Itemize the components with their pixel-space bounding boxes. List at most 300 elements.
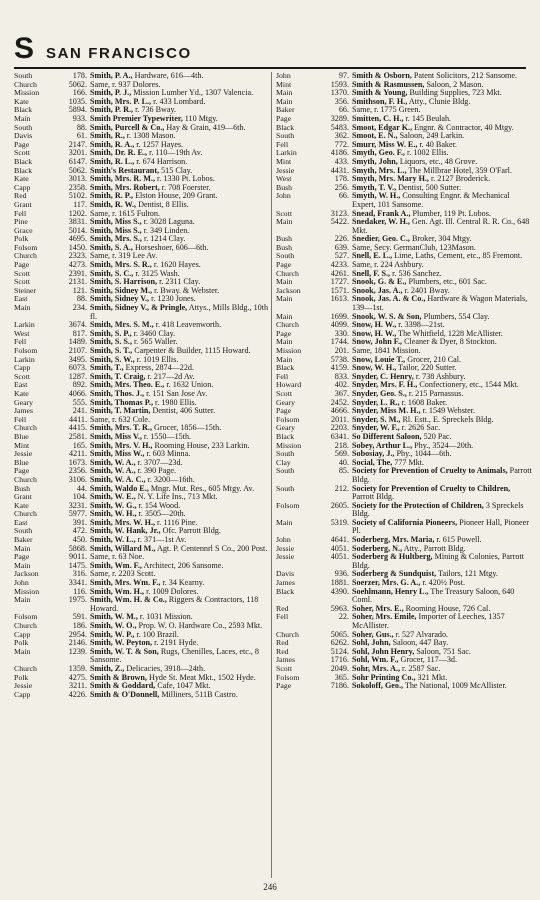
phone-number: 165.: [72, 440, 87, 450]
exchange-name: Folsom: [276, 500, 300, 510]
phone-number: 391.: [72, 517, 87, 527]
listing-details: r. 674 Harrison.: [134, 156, 188, 166]
directory-entry: [14, 691, 270, 700]
listing-details: r. 433 Lombard.: [151, 96, 206, 106]
listing-name: Snow, H. W.,: [352, 328, 397, 338]
listing-name: Smith, R. A.,: [90, 139, 135, 149]
listing-name: Smith, Mrs. Robert,: [90, 182, 160, 192]
exchange-name: Church: [14, 663, 37, 673]
listing-details: Liquors, etc., 48 Grove.: [397, 156, 478, 166]
listing-details: r. 3707—23d.: [135, 457, 183, 467]
listing-name: Snyder, W. F.,: [352, 423, 400, 433]
listing-name: Smith, Dr. R. E.,: [90, 148, 148, 158]
listing-details: Gen. Agt. Ill. Central R. R. Co., 648 Mkt.: [352, 217, 530, 235]
listing-details: Cleaner & Dyer, 8 Stockton.: [402, 337, 497, 347]
exchange-name: Blue: [14, 457, 29, 467]
listing-name: Smith, S. W.,: [90, 354, 135, 364]
exchange-name: James: [276, 578, 296, 588]
listing-name: Smoot, Edgar K.,: [352, 122, 413, 132]
phone-number: 362.: [334, 131, 349, 141]
listing-name: Snell, F. S.,: [352, 268, 391, 278]
listing-details: Same, r. 632 Cole.: [90, 414, 151, 424]
exchange-name: Main: [14, 543, 31, 553]
listing-details: Atty., Clunie Bldg.: [407, 96, 471, 106]
phone-number: 2954.: [68, 629, 87, 639]
exchange-name: James: [276, 655, 296, 665]
phone-number: 3013.: [68, 174, 87, 184]
listing-details: Same, r. 937 Dolores.: [90, 79, 161, 89]
listing-name: Smith, S. P.,: [90, 328, 132, 338]
phone-number: 178.: [72, 72, 87, 80]
phone-number: 5483.: [330, 122, 349, 132]
listing-details: Plumbers, 554 Clay.: [421, 311, 490, 321]
phone-number: 3211.: [69, 681, 87, 691]
listing-details: r. 1116 Pine.: [155, 517, 198, 527]
phone-number: 116.: [73, 586, 87, 596]
listing-details: r. 34 Kearny.: [160, 578, 205, 588]
listing-name: Smith, W. O.,: [90, 621, 137, 630]
exchange-name: Kate: [14, 174, 29, 184]
left-column: [14, 72, 270, 882]
listing-name: Snook, Jas. A. & Co.,: [352, 294, 426, 304]
phone-number: 4233.: [330, 260, 349, 270]
listing-name: Soher, Gus.,: [352, 629, 394, 639]
phone-number: 2605.: [330, 500, 349, 510]
phone-number: 6073.: [68, 363, 87, 373]
exchange-name: Kate: [14, 388, 29, 398]
listing-details: Grocer, 1856—15th.: [152, 423, 222, 433]
listing-details: Ofc. Parrott Bldg.: [160, 526, 221, 536]
listing-name: Smith, Mrs. T. R.,: [90, 423, 152, 433]
listing-name: Smith, P. J.,: [90, 88, 132, 98]
listing-details: Mngr. Mut. Res., 605 Mtgy. Av.: [148, 483, 255, 493]
exchange-name: Mission: [14, 586, 40, 596]
directory-entry: [276, 519, 532, 536]
exchange-name: Jessie: [14, 681, 33, 691]
exchange-name: Mint: [276, 156, 292, 166]
listing-details: r. 565 Waller.: [132, 337, 178, 347]
listing-name: Smith, Miss S.,: [90, 217, 142, 227]
listing-details: Dentist, 406 Sutter.: [150, 406, 216, 416]
listing-name: Smith, Z.,: [90, 663, 125, 673]
listing-name: Smith, Waldo E.,: [90, 483, 149, 493]
exchange-name: Page: [14, 466, 30, 476]
phone-number: 234.: [72, 303, 87, 313]
column-divider: [271, 72, 272, 878]
exchange-name: Polk: [14, 638, 29, 648]
listing-details: Same, 1841 Mission.: [352, 346, 421, 355]
exchange-name: Capp: [14, 363, 31, 373]
phone-number: 1699.: [330, 311, 349, 321]
directory-entry: [276, 553, 532, 570]
exchange-name: South: [14, 72, 33, 80]
listing-name: Soerzer, Mrs. G. A.,: [352, 578, 421, 588]
phone-number: 1593.: [330, 79, 349, 89]
exchange-name: Capp: [14, 629, 31, 639]
phone-number: 5065.: [330, 629, 349, 639]
listing-name: Smith, Miss V.,: [90, 431, 142, 441]
phone-number: 367.: [334, 388, 349, 398]
phone-number: 402.: [334, 380, 349, 390]
directory-entry: [14, 304, 270, 321]
phone-number: 5894.: [68, 105, 87, 115]
listing-name: Smith, Mrs. Theo. E.,: [90, 380, 165, 390]
exchange-name: Fell: [276, 612, 289, 622]
phone-number: 178.: [334, 174, 349, 184]
listing-text: [90, 304, 270, 321]
directory-entry: [276, 218, 532, 235]
directory-entry: [276, 682, 532, 691]
listing-text: [352, 485, 532, 502]
listing-name: Society of California Pioneers,: [352, 517, 458, 527]
exchange-name: Church: [14, 621, 37, 630]
listing-details: Hardware & Wagon Materials, 139—1st.: [352, 294, 528, 313]
phone-number: 1202.: [68, 208, 87, 218]
exchange-name: Kate: [14, 96, 29, 106]
phone-number: 4261.: [330, 268, 349, 278]
exchange-name: South: [276, 449, 295, 459]
phone-number: 3495.: [68, 354, 87, 364]
listing-name: Soher, Mrs. Emile,: [352, 612, 417, 622]
listing-details: Grocer, 117—3d.: [398, 655, 458, 665]
listing-name: Snyder, Mrs. F. H.,: [352, 380, 418, 390]
phone-number: 4226.: [68, 689, 87, 699]
listing-details: Attys., Mills Bldg., 10th fl.: [90, 303, 269, 321]
phone-number: 330.: [334, 328, 349, 338]
phone-number: 117.: [73, 199, 87, 209]
phone-number: 2146.: [68, 638, 87, 648]
listing-details: r. 1608 Baker.: [399, 397, 448, 407]
listing-details: Parrott Bldg.: [352, 492, 394, 502]
exchange-name: South: [276, 466, 295, 476]
phone-number: 2011.: [331, 414, 349, 424]
listing-details: Carpenter & Builder, 1115 Howard.: [132, 346, 251, 355]
listing-details: Horseshoer, 606—6th.: [132, 242, 209, 252]
listing-name: Smyth, W. H.,: [352, 191, 401, 201]
exchange-name: Page: [276, 113, 292, 123]
phone-number: 1881.: [330, 578, 349, 588]
phone-number: 1489.: [68, 337, 87, 347]
listing-details: r. 3505—20th.: [136, 509, 186, 519]
exchange-name: Geary: [276, 423, 296, 433]
listing-details: Same, r. 224 Ashbury.: [352, 260, 424, 270]
listing-details: Phy., 1044—6th.: [394, 449, 452, 459]
listing-details: r. 217—2d Av.: [145, 371, 195, 381]
exchange-name: Scott: [276, 388, 293, 398]
exchange-name: Page: [276, 406, 292, 416]
phone-number: 4695.: [68, 234, 87, 244]
listing-name: Smith, W. E.,: [90, 492, 136, 502]
exchange-name: Polk: [14, 672, 29, 682]
phone-number: 1359.: [68, 663, 87, 673]
exchange-name: Jackson: [14, 569, 39, 579]
listing-details: 520 Pac.: [421, 431, 452, 441]
exchange-name: Main: [276, 354, 293, 364]
listing-details: Plumber, 119 Pt. Lobos.: [410, 208, 491, 218]
listing-details: r. 3028 Laguna.: [141, 217, 195, 227]
phone-number: 2107.: [68, 346, 87, 355]
listing-name: Snook, W. S. & Son,: [352, 311, 422, 321]
phone-number: 433.: [334, 156, 349, 166]
phone-number: 4211.: [69, 449, 87, 459]
exchange-name: East: [14, 380, 28, 390]
phone-number: 44.: [76, 483, 87, 493]
phone-number: 2323.: [68, 251, 87, 261]
phone-number: 833.: [334, 371, 349, 381]
listing-details: r. Bway. & Webster.: [152, 285, 220, 295]
exchange-name: Jessie: [276, 543, 295, 553]
listing-name: Smitten, C. H.,: [352, 113, 404, 123]
exchange-name: Church: [14, 423, 37, 433]
city-heading: SAN FRANCISCO: [46, 45, 192, 62]
phone-number: 88.: [76, 294, 87, 304]
listing-text: [90, 648, 270, 665]
listing-name: Smith, Mrs. S. R.,: [90, 260, 152, 270]
listing-details: Delicacies, 3918—24th.: [124, 663, 206, 673]
listing-details: Tailors, 121 Mtgy.: [436, 569, 498, 579]
listing-name: Smith, T.,: [90, 363, 124, 373]
phone-number: 2147.: [68, 139, 87, 149]
listing-details: N. Y. Life Ins., 713 Mkt.: [135, 492, 218, 502]
exchange-name: South: [276, 483, 295, 493]
exchange-name: Mint: [14, 440, 30, 450]
exchange-name: East: [14, 517, 28, 527]
exchange-name: Church: [14, 474, 37, 484]
listing-name: Smith's Restaurant,: [90, 165, 160, 175]
exchange-name: Bush: [14, 483, 31, 493]
phone-number: 639.: [334, 242, 349, 252]
listing-details: r. 2191 Hyde.: [152, 638, 199, 648]
phone-number: 4666.: [330, 406, 349, 416]
listing-name: Smith, Purcell & Co.,: [90, 122, 165, 132]
listing-details: Saloon, 249 Larkin.: [397, 131, 465, 141]
listing-details: Building Supplies, 723 Mkt.: [407, 88, 502, 98]
exchange-name: Main: [14, 303, 31, 313]
listing-details: Rl. Estt., E. Spreckels Bldg.: [400, 414, 494, 424]
phone-number: 450.: [72, 535, 87, 545]
exchange-name: Bush: [276, 234, 293, 244]
listing-details: 515 Clay.: [159, 165, 193, 175]
listing-details: r. 615 Powell.: [434, 535, 482, 545]
exchange-name: Jessie: [276, 165, 295, 175]
listing-name: Smith, P. R.,: [90, 105, 134, 115]
exchange-name: Mission: [276, 346, 302, 355]
phone-number: 5319.: [330, 517, 349, 527]
section-letter: S: [14, 32, 35, 65]
listing-name: Smith, Wm. H. & Co.,: [90, 595, 167, 605]
listing-details: r. 100 Brazil.: [134, 629, 179, 639]
listing-details: Saloon, 2 Mason.: [424, 79, 484, 89]
exchange-name: Page: [276, 681, 292, 691]
phone-number: 97.: [338, 72, 349, 80]
listing-name: Society for Prevention of Cruelty to Animals,: [352, 466, 508, 476]
exchange-name: Baker: [276, 105, 295, 115]
listing-details: 3 Spreckels Bldg.: [352, 500, 524, 519]
phone-number: 66.: [338, 105, 349, 115]
listing-name: Snedier, Geo. C.,: [352, 234, 410, 244]
listing-details: Same, r. 63 Noe.: [90, 552, 145, 562]
phone-number: 2049.: [330, 663, 349, 673]
exchange-name: Main: [276, 88, 293, 98]
phone-number: 3831.: [68, 217, 87, 227]
phone-number: 2452.: [330, 397, 349, 407]
listing-details: r. 145 Beulah.: [403, 113, 452, 123]
exchange-name: Church: [14, 509, 37, 519]
listing-details: Cafe, 1047 Mkt.: [155, 681, 211, 691]
phone-number: 365.: [334, 672, 349, 682]
listing-details: r. 390 Page.: [135, 466, 177, 476]
exchange-name: Larkin: [276, 148, 297, 158]
exchange-name: Larkin: [14, 354, 35, 364]
exchange-name: Main: [276, 96, 293, 106]
phone-number: 3341.: [68, 578, 87, 588]
listing-details: Hyde St. Meat Mkt., 1502 Hyde.: [146, 672, 256, 682]
listing-name: Soher, Mrs. E.,: [352, 603, 404, 613]
phone-number: 4051.: [330, 543, 349, 553]
listing-details: Dentist, 8 Ellis.: [136, 199, 189, 209]
exchange-name: Main: [14, 560, 31, 570]
listing-details: 777 Mkt.: [392, 457, 425, 467]
listing-name: Smith & Goddard,: [90, 681, 156, 691]
phone-number: 226.: [334, 234, 349, 244]
listing-details: Consulting Engnr. & Mechanical Expert, 101 Sansome.: [352, 191, 510, 209]
directory-entry: [276, 295, 532, 312]
listing-name: Smith, Mrs. W. H.,: [90, 517, 156, 527]
listing-name: Smith, Miss W.,: [90, 449, 145, 459]
listing-name: Smith, Mrs. S. M.,: [90, 320, 154, 330]
listing-name: Smith, Mrs. R. M.,: [90, 174, 155, 184]
phone-number: 2358.: [68, 182, 87, 192]
directory-entry: [276, 502, 532, 519]
listing-name: Smith, W. H.,: [90, 509, 137, 519]
exchange-name: Fell: [14, 337, 27, 347]
listing-name: Soehlmann, Henry L.,: [352, 586, 429, 596]
exchange-name: Larkin: [14, 320, 35, 330]
listing-name: Smith, R. P.,: [90, 191, 134, 201]
phone-number: 5868.: [68, 543, 87, 553]
directory-entry: [276, 485, 532, 502]
listing-details: r. 1009 Dolores.: [144, 586, 199, 596]
phone-number: 5014.: [68, 225, 87, 235]
phone-number: 817.: [72, 328, 87, 338]
listing-details: Mission Lumber Yd., 1307 Valencia.: [131, 88, 254, 98]
listing-details: r. 2587 Sac.: [400, 663, 441, 673]
listing-details: Engnr. & Contractor, 40 Mtgy.: [412, 122, 514, 132]
listing-details: r. 1257 Hayes.: [134, 139, 184, 149]
listing-details: Saloon, 447 Bay.: [390, 638, 449, 648]
phone-number: 1744.: [330, 337, 349, 347]
listing-name: Smith, W. L.,: [90, 535, 136, 545]
listing-name: Sohl, John,: [352, 638, 391, 648]
phone-number: 4099.: [330, 320, 349, 330]
listing-name: Smith, W. A. C.,: [90, 474, 146, 484]
listing-details: Saloon, 751 Sac.: [414, 646, 471, 656]
listing-details: r. 738 Ashbury.: [413, 371, 466, 381]
phone-number: 5124.: [330, 646, 349, 656]
exchange-name: Fell: [276, 371, 289, 381]
listing-details: Hay & Grain, 419—6th.: [164, 122, 246, 132]
listing-name: Smith, Sidney V., & Pringle,: [90, 303, 188, 313]
listing-name: Snyder, S. M.,: [352, 414, 401, 424]
listing-name: Sohr, Mrs. A.,: [352, 663, 401, 673]
listing-name: Smith Premier Typewriter,: [90, 113, 183, 123]
listing-details: r. 1002 Ellis.: [404, 148, 449, 158]
listing-name: Sokoloff, Geo.,: [352, 681, 404, 691]
exchange-name: Blue: [14, 431, 29, 441]
exchange-name: Main: [276, 337, 293, 347]
listing-name: Smith, W. P.,: [90, 629, 135, 639]
listing-details: Plumbers, etc., 601 Sac.: [406, 277, 487, 287]
exchange-name: Grant: [14, 492, 32, 502]
listing-text: [352, 218, 532, 235]
phone-number: 3674.: [68, 320, 87, 330]
listing-name: Snyder, C. Henry,: [352, 371, 414, 381]
listing-details: r. 371—1st Av.: [135, 535, 187, 545]
listing-details: The Whitfield, 1228 McAllister.: [396, 328, 503, 338]
exchange-name: Main: [14, 113, 31, 123]
directory-entry: [276, 467, 532, 484]
directory-entry: [276, 613, 532, 630]
exchange-name: Fell: [14, 208, 27, 218]
listing-name: Soderberg, Mrs. Maria,: [352, 535, 435, 545]
phone-number: 1475.: [68, 560, 87, 570]
exchange-name: Scott: [276, 208, 293, 218]
listing-details: r. 215 Parnassus.: [406, 388, 464, 398]
exchange-name: Red: [276, 646, 289, 656]
listing-name: Smyth, Mrs. Mary H.,: [352, 174, 429, 184]
exchange-name: Page: [276, 260, 292, 270]
listing-details: Milliners, 511B Castro.: [159, 689, 238, 699]
phone-number: 6341.: [330, 431, 349, 441]
phone-number: 2356.: [68, 466, 87, 476]
listing-details: r. 3398—21st.: [396, 320, 445, 330]
phone-number: 2391.: [68, 268, 87, 278]
phone-number: 104.: [72, 492, 87, 502]
listing-details: Pioneer Hall, Pioneer Pl.: [352, 517, 529, 536]
listing-details: Rugs, Chenilles, Laces, etc., 8 Sansome.: [90, 646, 259, 665]
phone-number: 3201.: [68, 148, 87, 158]
listing-details: Patent Solicitors, 212 Sansome.: [411, 72, 517, 80]
exchange-name: John: [276, 191, 291, 201]
listing-details: Architect, 206 Sansome.: [141, 560, 224, 570]
phone-number: 2131.: [68, 277, 87, 287]
listing-name: Smith, Thos. J.,: [90, 388, 145, 398]
phone-number: 186.: [72, 621, 87, 630]
listing-name: Smith, S. C.,: [90, 268, 134, 278]
listing-details: r. 110—19th Av.: [147, 148, 203, 158]
phone-number: 772.: [334, 139, 349, 149]
exchange-name: Black: [14, 156, 33, 166]
listing-name: Smith, Willard M.,: [90, 543, 156, 553]
phone-number: 5963.: [330, 603, 349, 613]
phone-number: 4051.: [330, 552, 349, 562]
phone-number: 201.: [334, 346, 349, 355]
listing-details: Riggers & Contractors, 118 Howard.: [90, 595, 259, 613]
phone-number: 1975.: [68, 595, 87, 605]
listing-details: Same, r. 1775 Green.: [352, 105, 421, 115]
exchange-name: Main: [276, 277, 293, 287]
exchange-name: Page: [14, 139, 30, 149]
listing-name: Social, The,: [352, 457, 393, 467]
phone-number: 555.: [72, 397, 87, 407]
listing-name: Snow, John F.,: [352, 337, 403, 347]
listing-details: r. 418 Leavenworth.: [153, 320, 222, 330]
listing-name: Snedaker, W. H.,: [352, 217, 410, 227]
listing-text: [352, 295, 532, 312]
exchange-name: Bush: [276, 182, 293, 192]
listing-name: Smith & Osborn,: [352, 72, 412, 80]
exchange-name: Jessie: [14, 449, 33, 459]
